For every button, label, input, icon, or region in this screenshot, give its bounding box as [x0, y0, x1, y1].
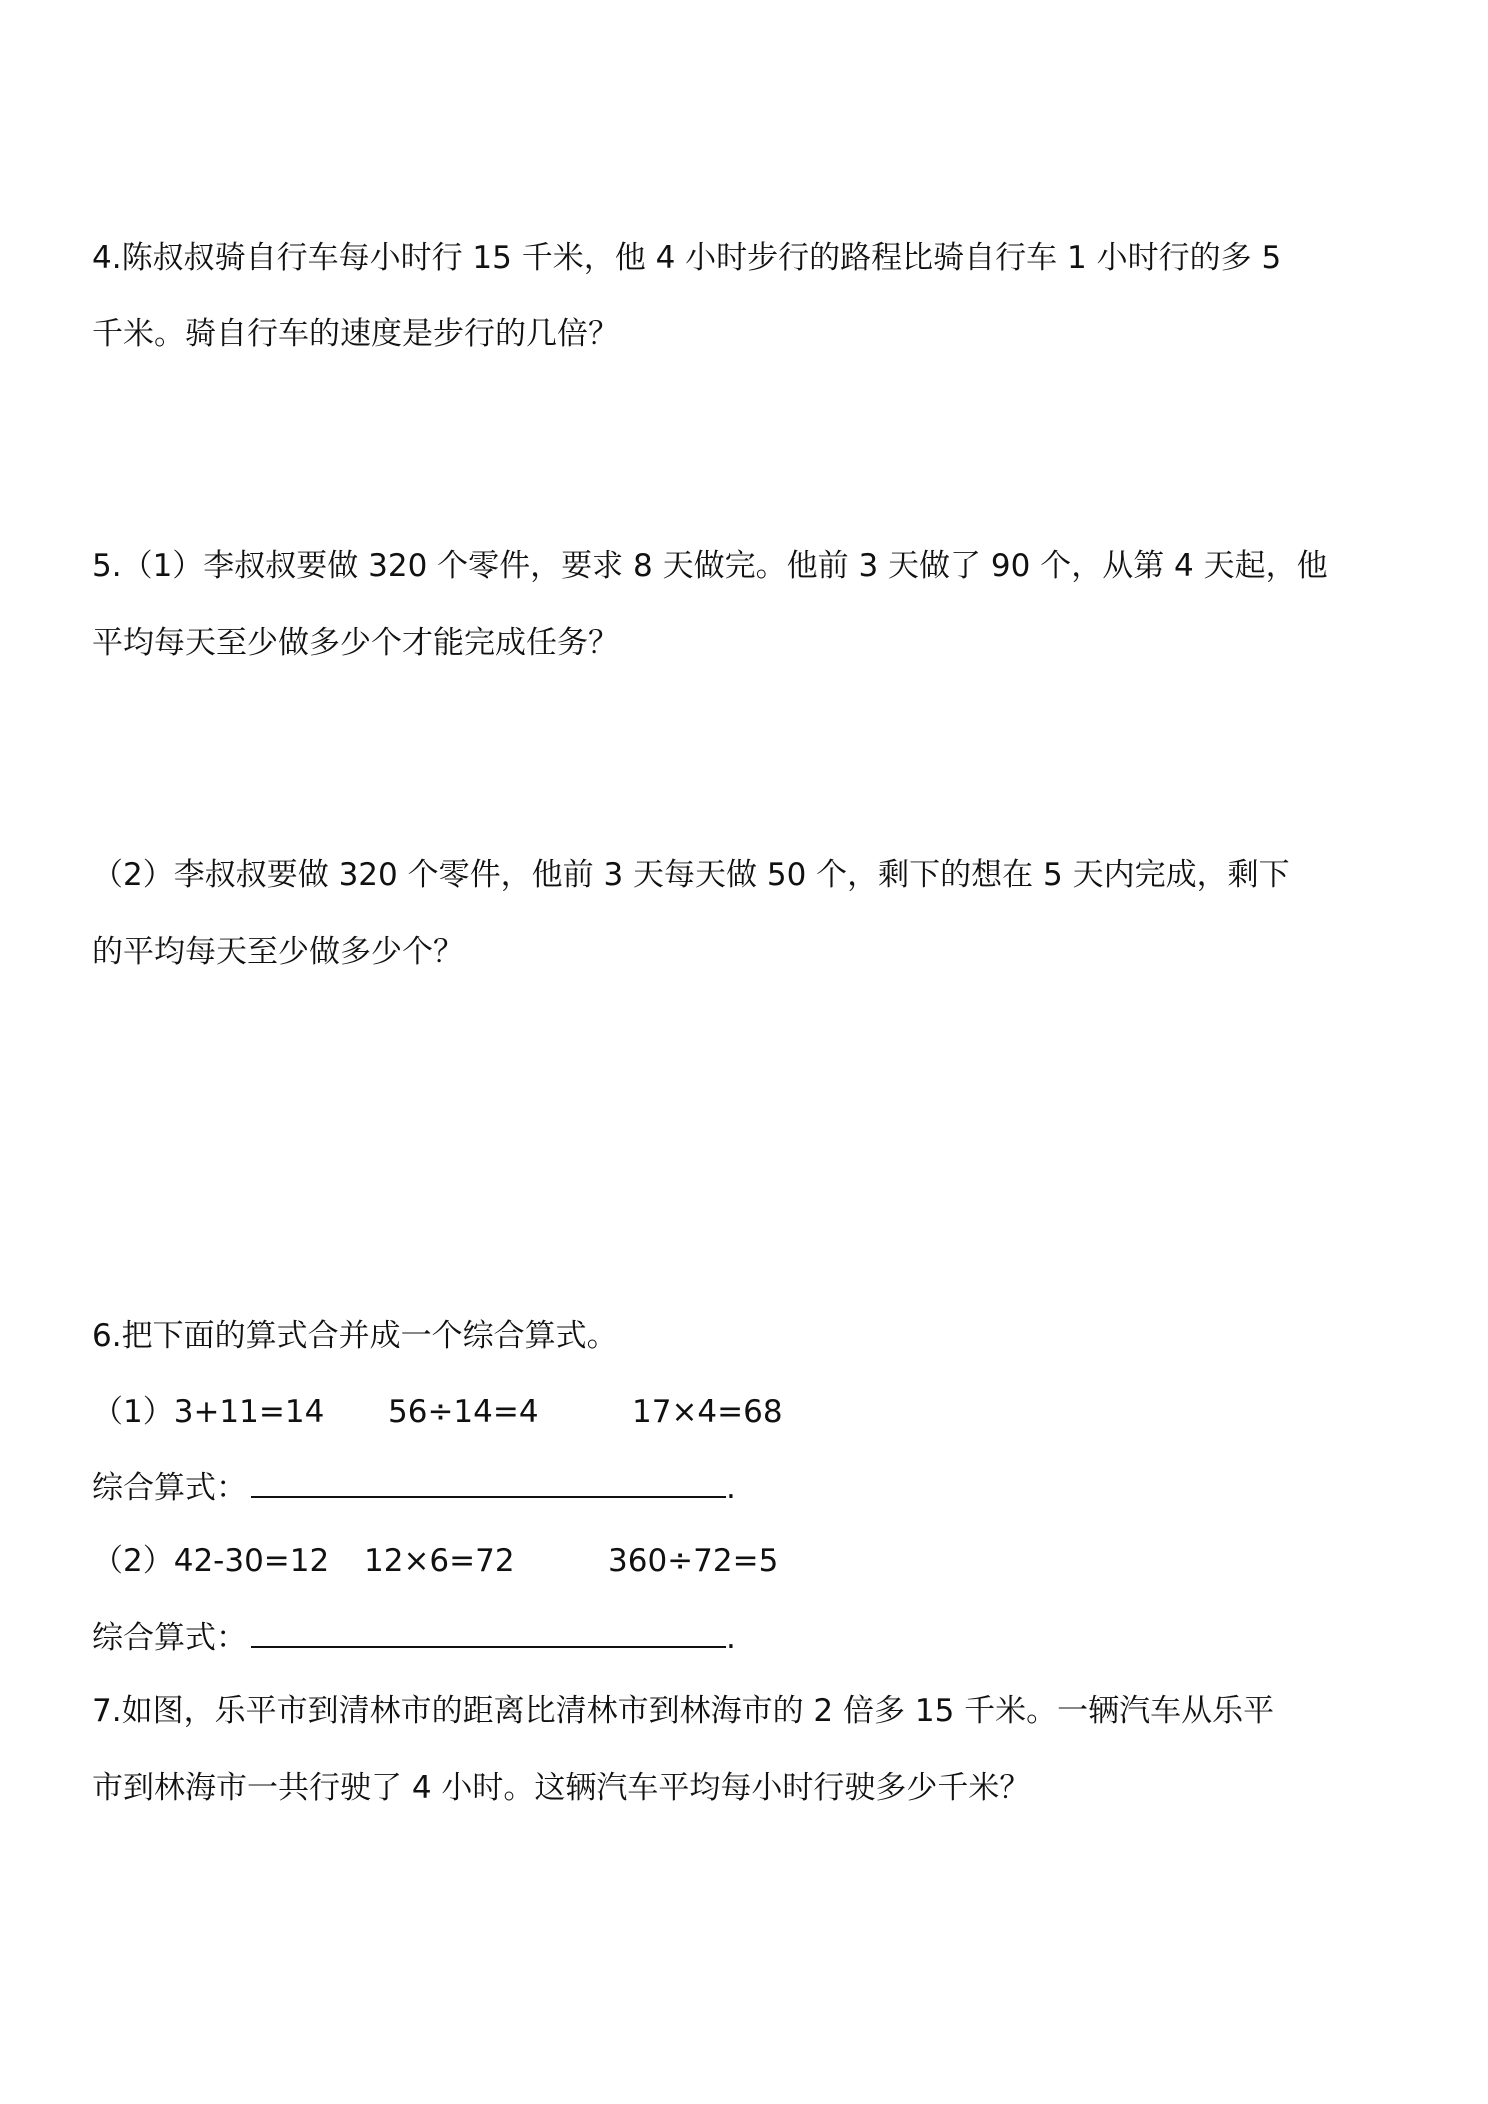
- q6-title: 6.把下面的算式合并成一个综合算式。: [92, 1318, 618, 1354]
- q6-set2-eq3: 360÷72=5: [608, 1543, 779, 1579]
- q5-part1-line-2: 平均每天至少做多少个才能完成任务？: [92, 625, 619, 661]
- q5-part2-line-2: 的平均每天至少做多少个？: [92, 934, 464, 970]
- q6-answer-line-2: [92, 1616, 736, 1658]
- answer-blank[interactable]: [251, 1616, 726, 1648]
- q6-answer-line-1: [92, 1466, 736, 1508]
- q4-line-2: 千米。骑自行车的速度是步行的几倍？: [92, 316, 619, 352]
- answer-end: .: [726, 1470, 736, 1506]
- q7-line-2: 市到林海市一共行驶了 4 小时。这辆汽车平均每小时行驶多少千米？: [92, 1770, 1031, 1806]
- answer-label: 综合算式：: [92, 1470, 247, 1506]
- q6-set2-eq1: （2）42-30=12: [92, 1543, 330, 1579]
- q7-line-1: 7.如图，乐平市到清林市的距离比清林市到林海市的 2 倍多 15 千米。一辆汽车从乐平: [92, 1693, 1275, 1729]
- q6-set2-eq2: 12×6=72: [364, 1543, 515, 1579]
- answer-end: .: [726, 1620, 736, 1656]
- q4-line-1: 4.陈叔叔骑自行车每小时行 15 千米，他 4 小时步行的路程比骑自行车 1 小时行的多 5: [92, 240, 1282, 276]
- q5-part2-line-1: （2）李叔叔要做 320 个零件，他前 3 天每天做 50 个，剩下的想在 5 天内完成，剩下: [92, 857, 1290, 893]
- q6-set1-eq3: 17×4=68: [632, 1394, 783, 1430]
- q6-set1-eq2: 56÷14=4: [388, 1394, 539, 1430]
- q6-set1-eq1: （1）3+11=14: [92, 1394, 325, 1430]
- answer-label: 综合算式：: [92, 1620, 247, 1656]
- answer-blank[interactable]: [251, 1466, 726, 1498]
- q5-part1-line-1: 5.（1）李叔叔要做 320 个零件，要求 8 天做完。他前 3 天做了 90 个，从第 4 天起，他: [92, 548, 1328, 584]
